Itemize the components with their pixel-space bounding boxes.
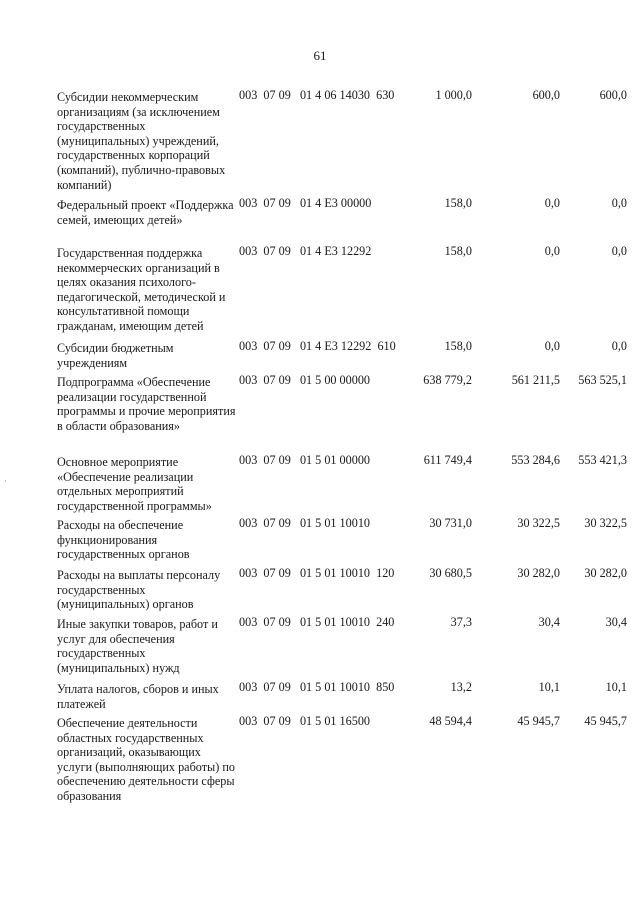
row-value-2: 553 284,6: [511, 453, 560, 467]
row-name: Субсидии бюджетным учреждениям: [57, 341, 174, 370]
row-value-1: 638 779,2: [423, 373, 472, 387]
row-value-1: 158,0: [444, 244, 472, 258]
row-value-3: 600,0: [599, 88, 627, 102]
row-code: 003 07 09 01 5 01 10010 850: [239, 680, 395, 694]
row-value-3: 553 421,3: [578, 453, 627, 467]
row-code: 003 07 09 01 5 01 10010: [239, 516, 371, 530]
row-value-1: 37,3: [450, 615, 472, 629]
row-value-1: 48 594,4: [429, 714, 472, 728]
margin-mark: ·: [4, 477, 7, 486]
row-name: Основное мероприятие «Обеспечение реализации отдельных мероприятий государственной программы»: [57, 455, 212, 513]
row-code: 003 07 09 01 5 00 00000: [239, 373, 371, 387]
row-value-3: 0,0: [611, 339, 627, 353]
row-value-1: 30 680,5: [429, 566, 472, 580]
row-value-3: 30,4: [605, 615, 627, 629]
row-value-1: 13,2: [450, 680, 472, 694]
row-code: 003 07 09 01 4 Е3 12292 610: [239, 339, 396, 353]
row-value-1: 158,0: [444, 196, 472, 210]
row-value-2: 0,0: [544, 244, 560, 258]
row-value-3: 30 322,5: [584, 516, 627, 530]
row-value-1: 1 000,0: [435, 88, 472, 102]
row-code: 003 07 09 01 4 06 14030 630: [239, 88, 395, 102]
row-value-2: 600,0: [532, 88, 560, 102]
row-value-1: 30 731,0: [429, 516, 472, 530]
row-name: Обеспечение деятельности областных государственных организаций, оказывающих услуги (выполняющих работы) по обеспечению деятельности сферы образования: [57, 716, 235, 803]
row-value-3: 45 945,7: [584, 714, 627, 728]
row-value-2: 30,4: [538, 615, 560, 629]
row-value-1: 611 749,4: [423, 453, 472, 467]
row-code: 003 07 09 01 4 Е3 00000: [239, 196, 372, 210]
row-value-2: 561 211,5: [511, 373, 560, 387]
row-value-2: 45 945,7: [517, 714, 560, 728]
row-value-3: 30 282,0: [584, 566, 627, 580]
row-code: 003 07 09 01 5 01 16500: [239, 714, 371, 728]
row-value-3: 563 525,1: [578, 373, 627, 387]
row-code: 003 07 09 01 5 01 10010 120: [239, 566, 395, 580]
row-value-3: 0,0: [611, 244, 627, 258]
row-name: Государственная поддержка некоммерческих организаций в целях оказания психолого-педагогической, методической и консультативной помощи гражданам, имеющим детей: [57, 246, 226, 333]
row-name: Федеральный проект «Поддержка семей, имеющих детей»: [57, 198, 234, 227]
row-code: 003 07 09 01 5 01 10010 240: [239, 615, 395, 629]
row-value-2: 30 322,5: [517, 516, 560, 530]
row-name: Расходы на выплаты персоналу государственных (муниципальных) органов: [57, 568, 221, 612]
row-value-2: 0,0: [544, 196, 560, 210]
row-name: Подпрограмма «Обеспечение реализации государственной программы и прочие мероприятия в области образования»: [57, 375, 236, 433]
row-code: 003 07 09 01 4 Е3 12292: [239, 244, 372, 258]
row-value-2: 10,1: [538, 680, 560, 694]
row-name: Иные закупки товаров, работ и услуг для обеспечения государственных (муниципальных) нужд: [57, 617, 218, 675]
page-number: 61: [313, 48, 327, 63]
row-name: Расходы на обеспечение функционирования государственных органов: [57, 518, 190, 562]
row-name: Субсидии некоммерческим организациям (за исключением государственных (муниципальных) учреждений, государственных корпораций (компаний), публично-правовых компаний): [57, 90, 226, 192]
row-name: Уплата налогов, сборов и иных платежей: [57, 682, 219, 711]
row-value-3: 10,1: [605, 680, 627, 694]
row-value-2: 0,0: [544, 339, 560, 353]
row-value-2: 30 282,0: [517, 566, 560, 580]
row-value-3: 0,0: [611, 196, 627, 210]
row-value-1: 158,0: [444, 339, 472, 353]
row-code: 003 07 09 01 5 01 00000: [239, 453, 371, 467]
